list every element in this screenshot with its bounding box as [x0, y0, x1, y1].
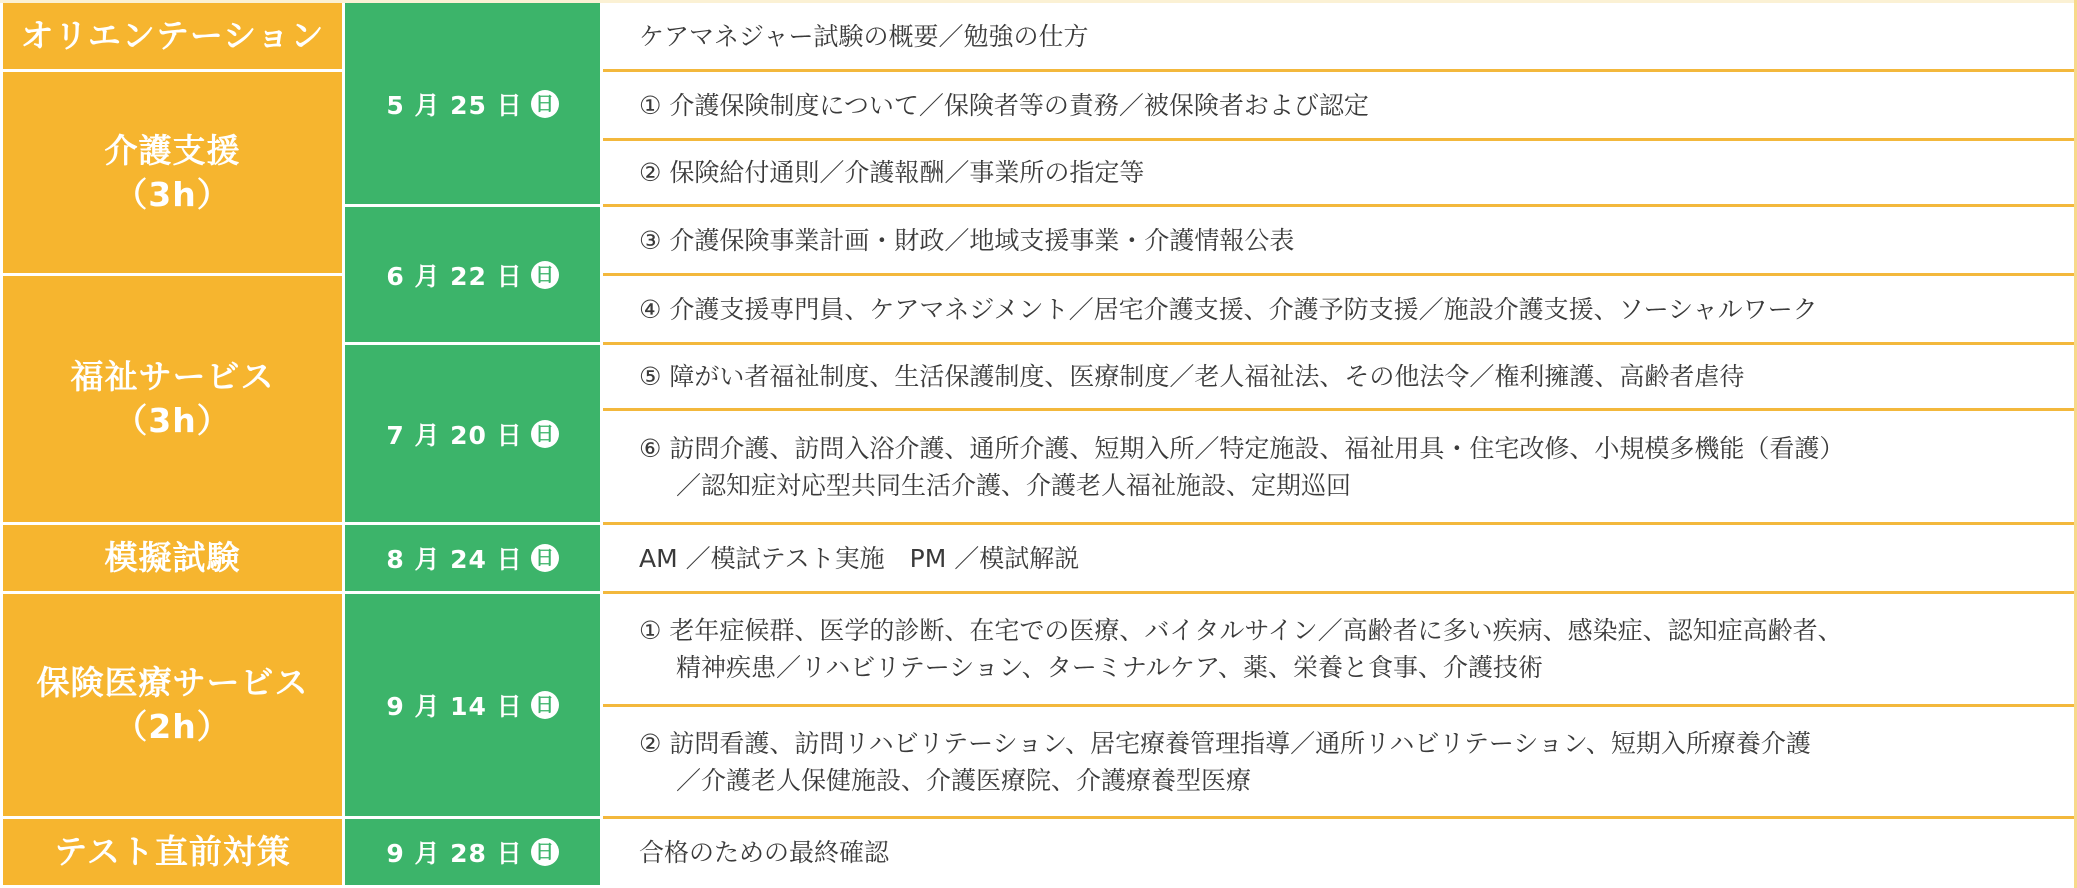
category-label: オリエンテーション — [20, 16, 325, 55]
category-label: 模擬試験 — [104, 538, 241, 577]
category-label: テスト直前対策 — [54, 832, 291, 871]
row-text: ① 介護保険制度について／保険者等の責務／被保険者および認定 — [639, 90, 1369, 120]
category-label: 介護支援 — [104, 130, 241, 170]
row-text-continued: ／認知症対応型共同生活介護、介護老人福祉施設、定期巡回 — [676, 470, 1352, 500]
sunday-badge: 日 — [531, 691, 559, 719]
table-row — [603, 411, 2074, 522]
date-text: 5 月 25 日 — [386, 90, 523, 120]
table-row — [603, 707, 2074, 816]
category-care-support — [3, 72, 342, 273]
category-label: 保険医療サービス — [36, 663, 309, 702]
sunday-badge: 日 — [531, 261, 559, 289]
sunday-badge: 日 — [531, 544, 559, 572]
category-final-prep — [3, 819, 342, 885]
table-row — [603, 594, 2074, 704]
row-text: ① 老年症候群、医学的診断、在宅での医療、バイタルサイン／高齢者に多い疾病、感染症、認知症高齢者、 — [639, 616, 1843, 645]
table-row — [603, 819, 2074, 885]
sunday-badge: 日 — [531, 420, 559, 448]
row-text: ③ 介護保険事業計画・財政／地域支援事業・介護情報公表 — [639, 225, 1295, 255]
row-text: ⑤ 障がい者福祉制度、生活保護制度、医療制度／老人福祉法、その他法令／権利擁護、高齢者虐待 — [639, 362, 1745, 391]
table-row — [603, 72, 2074, 138]
category-orientation — [3, 3, 342, 69]
date-cell — [345, 819, 600, 885]
date-cell — [345, 525, 600, 591]
table-row — [603, 345, 2074, 408]
category-welfare-services — [3, 276, 342, 522]
table-row — [603, 207, 2074, 273]
row-text: 合格のための最終確認 — [639, 837, 890, 867]
sunday-badge: 日 — [531, 90, 559, 118]
date-cell — [345, 207, 600, 342]
date-text: 7 月 20 日 — [386, 420, 523, 450]
row-text: ② 保険給付通則／介護報酬／事業所の指定等 — [639, 158, 1145, 187]
row-text: ② 訪問看護、訪問リハビリテーション、居宅療養管理指導／通所リハビリテーション、短期入所療養介護 — [639, 728, 1811, 758]
date-cell — [345, 594, 600, 816]
table-row — [603, 525, 2074, 591]
row-text-continued: 精神疾患／リハビリテーション、ターミナルケア、薬、栄養と食事、介護技術 — [676, 653, 1544, 682]
category-mock-exam — [3, 525, 342, 591]
date-cell — [345, 345, 600, 522]
category-hours: （3h） — [114, 401, 231, 440]
row-text: ⑥ 訪問介護、訪問入浴介護、通所介護、短期入所／特定施設、福祉用具・住宅改修、小規模多機能（看護） — [639, 433, 1845, 463]
category-hours: （2h） — [114, 707, 231, 746]
table-row — [603, 141, 2074, 204]
row-text-continued: ／介護老人保健施設、介護医療院、介護療養型医療 — [676, 765, 1252, 795]
date-cell — [345, 3, 600, 204]
date-text: 9 月 14 日 — [386, 692, 523, 721]
sunday-badge: 日 — [531, 838, 559, 866]
row-text: AM ／模試テスト実施 PM ／模試解説 — [639, 543, 1080, 573]
date-text: 8 月 24 日 — [386, 545, 523, 574]
table-row — [603, 3, 2074, 69]
table-row — [603, 276, 2074, 342]
category-insurance-medical-services — [3, 594, 342, 816]
category-label: 福祉サービス — [70, 357, 275, 396]
category-hours: （3h） — [114, 174, 231, 214]
row-text: ④ 介護支援専門員、ケアマネジメント／居宅介護支援、介護予防支援／施設介護支援、ソーシャルワーク — [639, 294, 1818, 324]
date-text: 9 月 28 日 — [386, 839, 523, 868]
row-text: ケアマネジャー試験の概要／勉強の仕方 — [639, 21, 1089, 51]
date-text: 6 月 22 日 — [386, 261, 523, 291]
